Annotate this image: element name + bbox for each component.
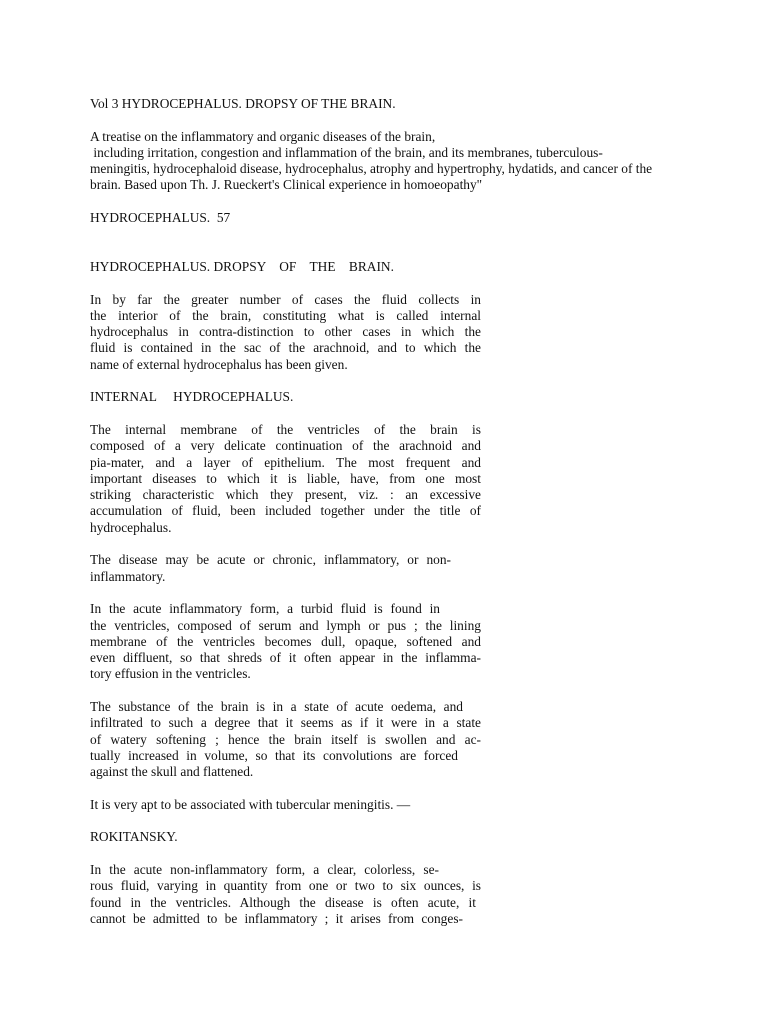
intro-line: brain. Based upon Th. J. Rueckert's Clinical experience in homoeopathy": [90, 177, 483, 193]
attribution: ROKITANSKY.: [90, 829, 178, 845]
paragraph-line: against the skull and flattened.: [90, 764, 254, 780]
paragraph-fluid-collects: [90, 292, 690, 373]
paragraph-line: pia-mater, and a layer of epithelium. The most frequent and: [90, 454, 481, 470]
intro-line: meningitis, hydrocephaloid disease, hydrocephalus, atrophy and hypertrophy, hydatids, and cancer of the: [90, 161, 653, 177]
paragraph-line: the ventricles, composed of serum and lymph or pus ; the lining: [90, 617, 481, 633]
paragraph-line: membrane of the ventricles becomes dull, opaque, softened and: [90, 633, 481, 649]
section-heading: HYDROCEPHALUS. DROPSY OF THE BRAIN.: [90, 258, 394, 274]
paragraph-line: accumulation of fluid, been included together under the title of: [90, 503, 481, 519]
paragraph-tubercular: It is very apt to be associated with tubercular meningitis. —: [90, 796, 411, 812]
paragraph-line: important diseases to which it is liable, have, from one most: [90, 470, 481, 486]
paragraph-line: name of external hydrocephalus has been given.: [90, 356, 348, 372]
paragraph-line: infiltrated to such a degree that it seems as if it were in a state: [90, 715, 481, 731]
paragraph-acute-non-inflammatory: [90, 862, 690, 927]
paragraph-line: cannot be admitted to be inflammatory ; it arises from conges-: [90, 910, 463, 926]
paragraph-line: inflammatory.: [90, 568, 166, 584]
paragraph-line: rous fluid, varying in quantity from one or two to six ounces, is: [90, 878, 481, 894]
paragraph-line: of watery softening ; hence the brain itself is swollen and ac-: [90, 731, 481, 747]
paragraph-acute-oedema: [90, 699, 690, 780]
paragraph-line: composed of a very delicate continuation of the arachnoid and: [90, 438, 481, 454]
paragraph-line: In the acute inflammatory form, a turbid fluid is found in: [90, 601, 440, 617]
paragraph-line: fluid is contained in the sac of the arachnoid, and to which the: [90, 340, 481, 356]
paragraph-line: In by far the greater number of cases the fluid collects in: [90, 291, 481, 307]
paragraph-line: tory effusion in the ventricles.: [90, 666, 251, 682]
intro-line: including irritation, congestion and inflammation of the brain, and its membranes, tuberculous-: [90, 144, 603, 160]
paragraph-line: found in the ventricles. Although the disease is often acute, it: [90, 894, 476, 910]
paragraph-line: hydrocephalus.: [90, 519, 172, 535]
document-page: [90, 96, 690, 927]
paragraph-acute-or-chronic: [90, 552, 690, 585]
paragraph-line: the interior of the brain, constituting what is called internal: [90, 307, 481, 323]
paragraph-acute-inflammatory: [90, 601, 690, 682]
paragraph-line: In the acute non-inflammatory form, a clear, colorless, se-: [90, 861, 439, 877]
intro-paragraph: [90, 129, 690, 194]
paragraph-line: even diffluent, so that shreds of it often appear in the inflamma-: [90, 650, 481, 666]
paragraph-line: The internal membrane of the ventricles of the brain is: [90, 421, 481, 437]
subheading: INTERNAL HYDROCEPHALUS.: [90, 389, 294, 405]
paragraph-internal-membrane: [90, 422, 690, 536]
paragraph-line: striking characteristic which they present, viz. : an excessive: [90, 487, 481, 503]
paragraph-line: The substance of the brain is in a state of acute oedema, and: [90, 698, 463, 714]
paragraph-line: The disease may be acute or chronic, inflammatory, or non-: [90, 552, 451, 568]
intro-line: A treatise on the inflammatory and organic diseases of the brain,: [90, 128, 436, 144]
paragraph-line: tually increased in volume, so that its convolutions are forced: [90, 747, 458, 763]
page-heading: HYDROCEPHALUS. 57: [90, 210, 231, 226]
document-title: Vol 3 HYDROCEPHALUS. DROPSY OF THE BRAIN.: [90, 96, 396, 111]
paragraph-line: hydrocephalus in contra-distinction to other cases in which the: [90, 324, 481, 340]
